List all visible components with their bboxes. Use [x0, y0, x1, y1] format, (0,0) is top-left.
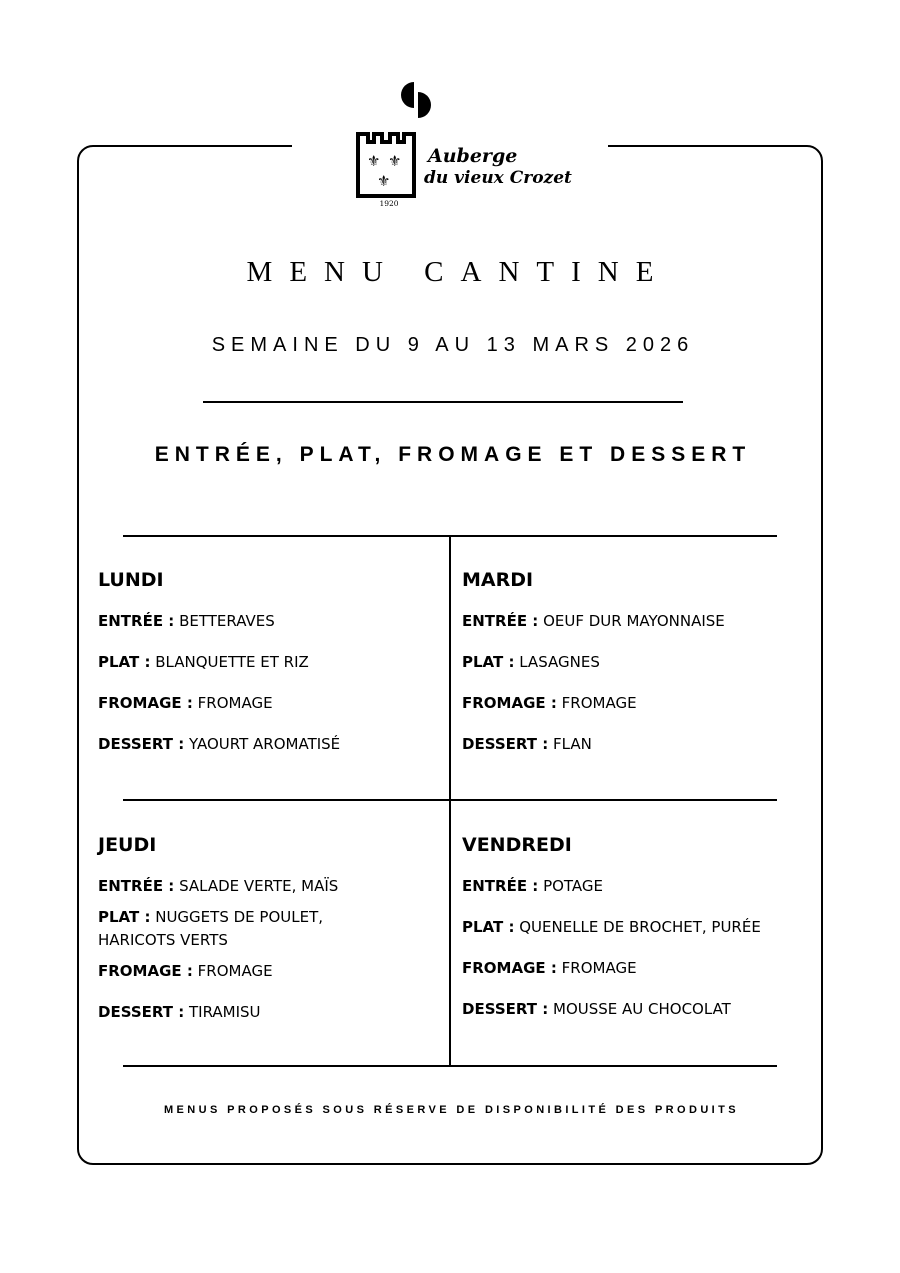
menu-item-dessert	[98, 733, 438, 756]
item-label: PLAT :	[462, 918, 515, 936]
brand-mark-icon	[400, 80, 432, 120]
menu-item-plat	[462, 916, 802, 939]
item-label: ENTRÉE :	[98, 877, 175, 895]
day-name: VENDREDI	[462, 834, 572, 856]
menu-item-fromage	[462, 957, 802, 980]
logo-name-line2: du vieux Crozet	[424, 168, 572, 188]
svg-text:⚜: ⚜	[377, 172, 391, 190]
item-label: FROMAGE :	[462, 959, 557, 977]
day-card-mardi	[462, 569, 802, 774]
day-card-jeudi	[98, 834, 438, 1042]
item-label: DESSERT :	[462, 1000, 549, 1018]
menu-item-plat	[98, 651, 438, 674]
logo-year: 1920	[379, 199, 399, 208]
item-value: FROMAGE	[561, 694, 637, 712]
menu-item-entree	[98, 875, 438, 898]
menu-item-plat	[462, 651, 802, 674]
item-label: ENTRÉE :	[98, 612, 175, 630]
title-divider	[203, 401, 683, 403]
day-name: LUNDI	[98, 569, 164, 591]
menu-item-entree	[462, 610, 802, 633]
item-value: MOUSSE AU CHOCOLAT	[553, 1000, 731, 1018]
item-label: DESSERT :	[462, 735, 549, 753]
day-card-vendredi	[462, 834, 802, 1039]
menu-item-fromage	[98, 960, 438, 983]
menu-item-dessert	[98, 1001, 438, 1024]
item-label: DESSERT :	[98, 1003, 185, 1021]
section-title: ENTRÉE, PLAT, FROMAGE ET DESSERT	[154, 443, 752, 466]
svg-text:⚜: ⚜	[388, 152, 402, 170]
item-value: BETTERAVES	[179, 612, 275, 630]
menu-item-fromage	[462, 692, 802, 715]
menu-item-dessert	[462, 733, 802, 756]
logo-name-line1: Auberge	[428, 145, 518, 167]
menu-item-entree	[98, 610, 438, 633]
day-name: JEUDI	[98, 834, 157, 856]
item-value: SALADE VERTE, MAÏS	[179, 877, 339, 895]
logo-name	[424, 145, 572, 189]
item-label: FROMAGE :	[98, 694, 193, 712]
item-label: FROMAGE :	[462, 694, 557, 712]
item-label: PLAT :	[98, 908, 151, 926]
item-value: TIRAMISU	[189, 1003, 261, 1021]
availability-disclaimer: MENUS PROPOSÉS SOUS RÉSERVE DE DISPONIBILITÉ DES PRODUITS	[163, 1104, 739, 1116]
item-value: OEUF DUR MAYONNAISE	[543, 612, 725, 630]
item-value: QUENELLE DE BROCHET, PURÉE	[519, 918, 761, 936]
svg-text:⚜: ⚜	[367, 152, 381, 170]
page-title: MENU CANTINE	[246, 256, 671, 288]
item-value: FLAN	[553, 735, 592, 753]
day-card-lundi	[98, 569, 438, 774]
menu-item-dessert	[462, 998, 802, 1021]
item-value: YAOURT AROMATISÉ	[189, 735, 341, 753]
menu-item-plat	[98, 906, 358, 952]
day-name: MARDI	[462, 569, 534, 591]
item-label: ENTRÉE :	[462, 612, 539, 630]
menu-item-entree	[462, 875, 802, 898]
item-value: POTAGE	[543, 877, 604, 895]
week-subtitle: SEMAINE DU 9 AU 13 MARS 2026	[211, 334, 695, 356]
item-label: FROMAGE :	[98, 962, 193, 980]
item-value: FROMAGE	[561, 959, 637, 977]
item-value: BLANQUETTE ET RIZ	[155, 653, 309, 671]
item-value: NUGGETS DE POULET, HARICOTS VERTS	[98, 908, 324, 949]
item-label: PLAT :	[462, 653, 515, 671]
grid-line-vertical	[449, 536, 451, 1066]
item-value: LASAGNES	[519, 653, 600, 671]
item-label: DESSERT :	[98, 735, 185, 753]
item-value: FROMAGE	[197, 962, 273, 980]
menu-item-fromage	[98, 692, 438, 715]
item-label: ENTRÉE :	[462, 877, 539, 895]
item-label: PLAT :	[98, 653, 151, 671]
item-value: FROMAGE	[197, 694, 273, 712]
